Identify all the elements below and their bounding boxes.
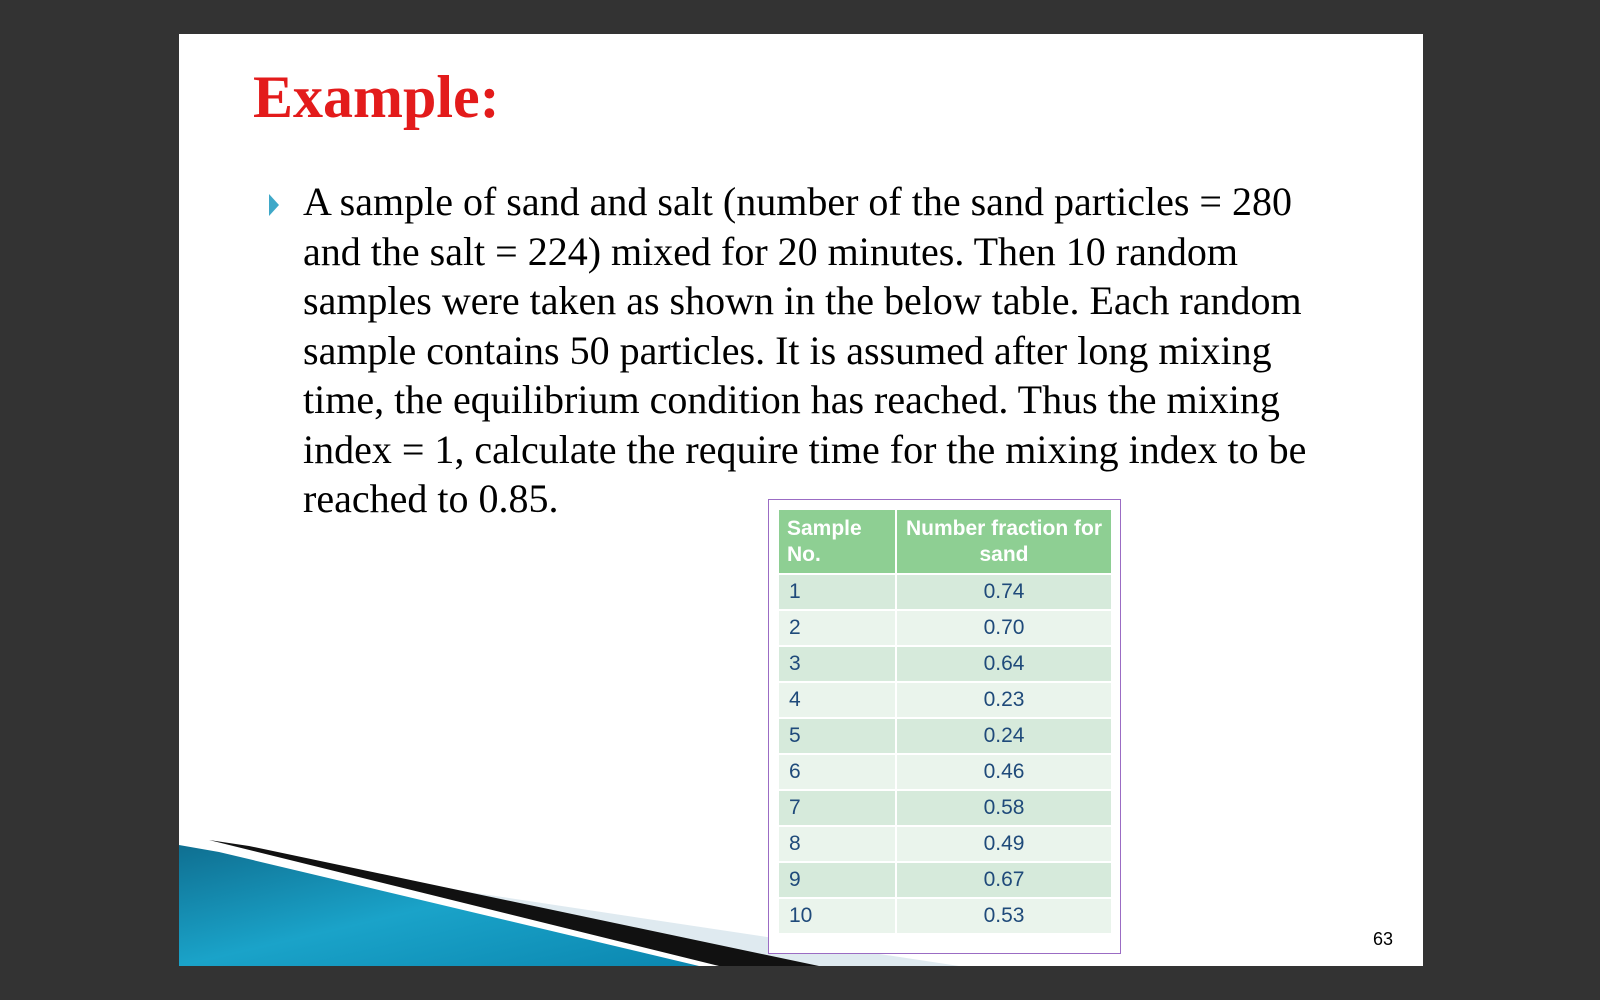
problem-text: A sample of sand and salt (number of the sand particles = 280 and the salt = 224) mixed for 20 minutes. Then 10 random samples were taken as shown in the below table. Each random sample contains 50 particles. It is assumed after long mixing time, the equilibrium condition has reached. Thus the mixing index = 1, calculate the require time for the mixing index to be reached to 0.85. [303,179,1307,521]
table-row [778,682,1112,718]
fraction-cell: 0.49 [896,826,1112,862]
table-row [778,646,1112,682]
fraction-cell: 0.24 [896,718,1112,754]
slide-title: Example: [253,64,500,130]
header-number-fraction: Number fraction for sand [896,509,1112,574]
sample-no-cell: 6 [778,754,896,790]
page-number: 63 [1372,929,1393,949]
sample-table-frame [768,499,1121,954]
fraction-cell: 0.53 [896,898,1112,934]
sample-no-cell: 9 [778,862,896,898]
table-row [778,898,1112,934]
sample-no-cell: 10 [778,898,896,934]
blue-wedge [179,845,699,966]
fraction-cell: 0.46 [896,754,1112,790]
fraction-cell: 0.70 [896,610,1112,646]
sample-no-cell: 1 [778,574,896,610]
sample-no-cell: 2 [778,610,896,646]
sample-no-cell: 3 [778,646,896,682]
slide [179,34,1423,966]
sample-no-cell: 4 [778,682,896,718]
table-row [778,610,1112,646]
table-row [778,754,1112,790]
table-row [778,826,1112,862]
sample-no-cell: 8 [778,826,896,862]
fraction-cell: 0.58 [896,790,1112,826]
table-row [778,574,1112,610]
fraction-cell: 0.74 [896,574,1112,610]
sample-no-cell: 5 [778,718,896,754]
table-row [778,718,1112,754]
table-header-row [778,509,1112,574]
fraction-cell: 0.67 [896,862,1112,898]
header-sample-no: Sample No. [778,509,896,574]
sample-no-cell: 7 [778,790,896,826]
bullet-arrow-icon [269,194,279,216]
sample-table [777,508,1113,935]
table-row [778,862,1112,898]
fraction-cell: 0.64 [896,646,1112,682]
fraction-cell: 0.23 [896,682,1112,718]
table-row [778,790,1112,826]
